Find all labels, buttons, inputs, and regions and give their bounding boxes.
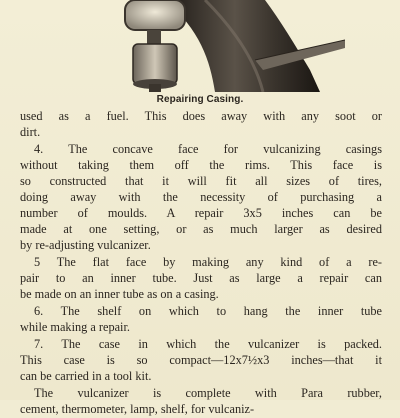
para-complete [20,385,382,417]
text-line: while making a repair. [20,320,130,334]
para-6 [20,303,382,335]
text-line: The vulcanizer is complete with Para rubber, [34,386,382,400]
text-line: so constructed that it will fit all sizes of tires, [20,174,382,188]
text-line: 7. The case in which the vulcanizer is packed. [34,337,382,351]
text-line: made at one setting, or as much larger as desired [20,222,382,236]
text-line: 5 The flat face by making any kind of a re- [34,255,382,269]
text-line: be made on an inner tube as on a casing. [20,287,219,301]
text-line: doing away with the necessity of purchasing a [20,190,382,204]
text-line: number of moulds. A repair 3x5 inches can be [20,206,382,220]
text-line: can be carried in a tool kit. [20,369,152,383]
para-5 [20,254,382,302]
text-line: by re-adjusting vulcanizer. [20,238,151,252]
para-fuel [20,108,382,140]
text-line: used as a fuel. This does away with any soot or [20,109,382,123]
para-7 [20,336,382,384]
text-line: cement, thermometer, lamp, shelf, for vulcaniz- [20,402,255,416]
text-line: pair to an inner tube. Just as large a repair can [20,271,382,285]
text-line: without taking them off the rims. This face is [20,158,382,172]
para-4 [20,141,382,253]
vulcanizer-photo [95,0,345,92]
body-text [20,108,382,418]
text-line: 4. The concave face for vulcanizing casings [34,142,382,156]
text-line: 6. The shelf on which to hang the inner tube [34,304,382,318]
vulcanizer-illustration [95,0,345,92]
text-line: dirt. [20,125,41,139]
text-line: This case is so compact—12x7½x3 inches—that it [20,353,382,367]
figure-caption: Repairing Casing. [156,94,244,105]
